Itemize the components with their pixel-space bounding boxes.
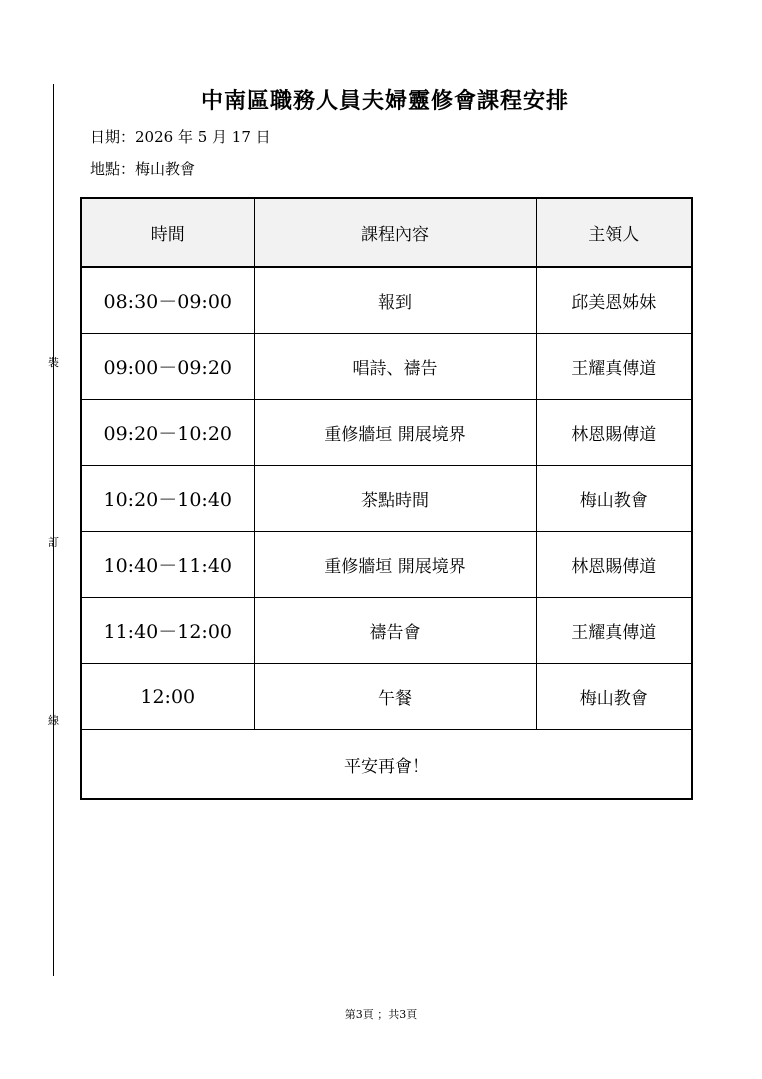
table-row xyxy=(81,400,692,466)
date-line: 日期：2026 年 5 月 17 日 xyxy=(90,128,271,146)
row-leader: 邱美恩姊妹 xyxy=(536,267,692,334)
binding-line xyxy=(53,84,54,976)
row-content: 午餐 xyxy=(254,664,536,730)
row-time: 09:20－10:20 xyxy=(81,400,254,466)
table-row xyxy=(81,267,692,334)
page-number: 第3頁 ；共3頁 xyxy=(344,1008,418,1021)
row-leader: 梅山教會 xyxy=(536,664,692,730)
header-content: 課程內容 xyxy=(254,198,536,267)
row-content: 茶點時間 xyxy=(254,466,536,532)
closing-message: 平安再會！ xyxy=(81,730,692,800)
table-row xyxy=(81,466,692,532)
row-time: 11:40－12:00 xyxy=(81,598,254,664)
table-row xyxy=(81,598,692,664)
binding-mark-xian: 線 xyxy=(48,714,59,727)
row-leader: 林恩賜傳道 xyxy=(536,532,692,598)
row-leader: 王耀真傳道 xyxy=(536,334,692,400)
location-line: 地點：梅山教會 xyxy=(90,160,196,178)
row-time: 09:00－09:20 xyxy=(81,334,254,400)
table-row xyxy=(81,334,692,400)
row-content: 報到 xyxy=(254,267,536,334)
header-time: 時間 xyxy=(81,198,254,267)
row-leader: 梅山教會 xyxy=(536,466,692,532)
row-content: 禱告會 xyxy=(254,598,536,664)
table-row xyxy=(81,532,692,598)
row-time: 10:40－11:40 xyxy=(81,532,254,598)
binding-mark-ding: 訂 xyxy=(48,536,59,549)
row-leader: 王耀真傳道 xyxy=(536,598,692,664)
row-content: 重修牆垣 開展境界 xyxy=(254,532,536,598)
table-row xyxy=(81,664,692,730)
table-header-row xyxy=(81,198,692,267)
row-time: 08:30－09:00 xyxy=(81,267,254,334)
page-title: 中南區職務人員夫婦靈修會課程安排 xyxy=(200,88,569,114)
table-footer-row xyxy=(81,730,692,800)
row-time: 10:20－10:40 xyxy=(81,466,254,532)
row-content: 重修牆垣 開展境界 xyxy=(254,400,536,466)
binding-mark-zhuang: 裝 xyxy=(48,356,59,369)
row-leader: 林恩賜傳道 xyxy=(536,400,692,466)
row-time: 12:00 xyxy=(81,664,254,730)
header-leader: 主領人 xyxy=(536,198,692,267)
schedule-table xyxy=(80,197,693,800)
row-content: 唱詩、禱告 xyxy=(254,334,536,400)
